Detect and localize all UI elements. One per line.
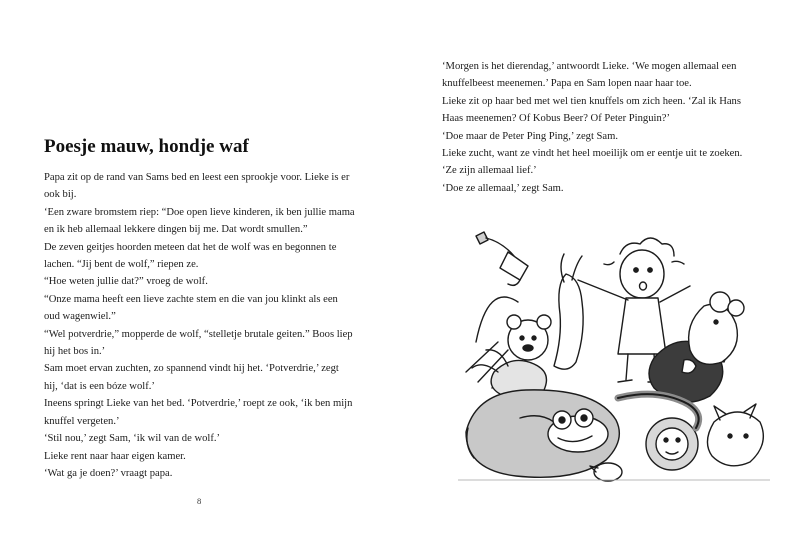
chapter-title: Poesje mauw, hondje waf — [44, 136, 249, 157]
bear-plush-icon — [507, 315, 551, 360]
text-line: Ineens springt Lieke van het bed. ‘Potverdrie,’ roept ze ook, ‘ik ben mijn — [44, 398, 353, 410]
cat-plush-icon — [707, 404, 763, 466]
text-line: Papa zit op de rand van Sams bed en leest een sprookje voor. Lieke is er — [44, 172, 350, 183]
text-line: hij, ‘dat is een bóze wolf.’ — [44, 380, 155, 392]
text-line: “Onze mama heeft een lieve zachte stem en die van jou klinkt als een — [44, 293, 338, 305]
text-line: ‘Een zware bromstem riep: “Doe open lieve kinderen, ik ben jullie mama — [44, 206, 355, 218]
text-line: knuffel vergeten.’ — [44, 415, 120, 427]
text-line: lachen. “Jij bent de wolf,” riepen ze. — [44, 259, 199, 271]
text-line: ‘Stil nou,’ zegt Sam, ‘ik wil van de wolf.’ — [44, 433, 221, 445]
right-page-text — [442, 58, 782, 197]
page-number: 8 — [197, 496, 202, 506]
text-line: Sam moet ervan zuchten, zo spannend vindt hij het. ‘Potverdrie,’ zegt — [44, 363, 339, 375]
text-line: ‘Wat ga je doen?’ vraagt papa. — [44, 467, 173, 479]
text-line: ‘Ze zijn allemaal lief.’ — [442, 165, 537, 177]
text-line: Lieke zucht, want ze vindt het heel moeilijk om er eentje uit te zoeken. — [442, 148, 743, 160]
text-line: oud wagenwiel.” — [44, 311, 116, 323]
girl-with-stuffed-animals-illustration — [458, 222, 770, 492]
wall-lamp-icon — [476, 232, 528, 285]
text-line: Lieke zit op haar bed met wel tien knuffels om zich heen. ‘Zal ik Hans — [442, 95, 741, 107]
text-line: Lieke rent naar haar eigen kamer. — [44, 450, 186, 462]
text-line: “Hoe weten jullie dat?” vroeg de wolf. — [44, 276, 208, 288]
lion-plush-icon — [646, 418, 698, 470]
text-line: en ik heb allemaal lekkere dingen bij me. Dat wordt smullen.” — [44, 224, 308, 236]
text-line: ‘Doe maar de Peter Ping Ping,’ zegt Sam. — [442, 130, 619, 142]
text-line: hij het bos in.’ — [44, 346, 106, 358]
rabbit-plush-icon — [554, 254, 583, 369]
text-line: Haas meenemen? Of Kobus Beer? Of Peter Pinguin?’ — [442, 113, 670, 125]
text-line: ‘Morgen is het dierendag,’ antwoordt Lieke. ‘We mogen allemaal een — [442, 61, 737, 72]
text-line: knuffelbeest meenemen.’ Papa en Sam lopen naar haar toe. — [442, 78, 692, 90]
illustration-drawing — [458, 222, 770, 492]
text-line: “Wel potverdrie,” mopperde de wolf, “stelletje brutale geiten.” Boos liep — [44, 328, 353, 340]
text-line: ook bij. — [44, 189, 77, 201]
text-line: De zeven geitjes hoorden meteen dat het de wolf was en begonnen te — [44, 241, 337, 253]
right-page — [400, 0, 800, 540]
left-page-text — [44, 169, 374, 482]
text-line: ‘Doe ze allemaal,’ zegt Sam. — [442, 182, 564, 194]
mouse-plush-icon — [689, 292, 744, 364]
